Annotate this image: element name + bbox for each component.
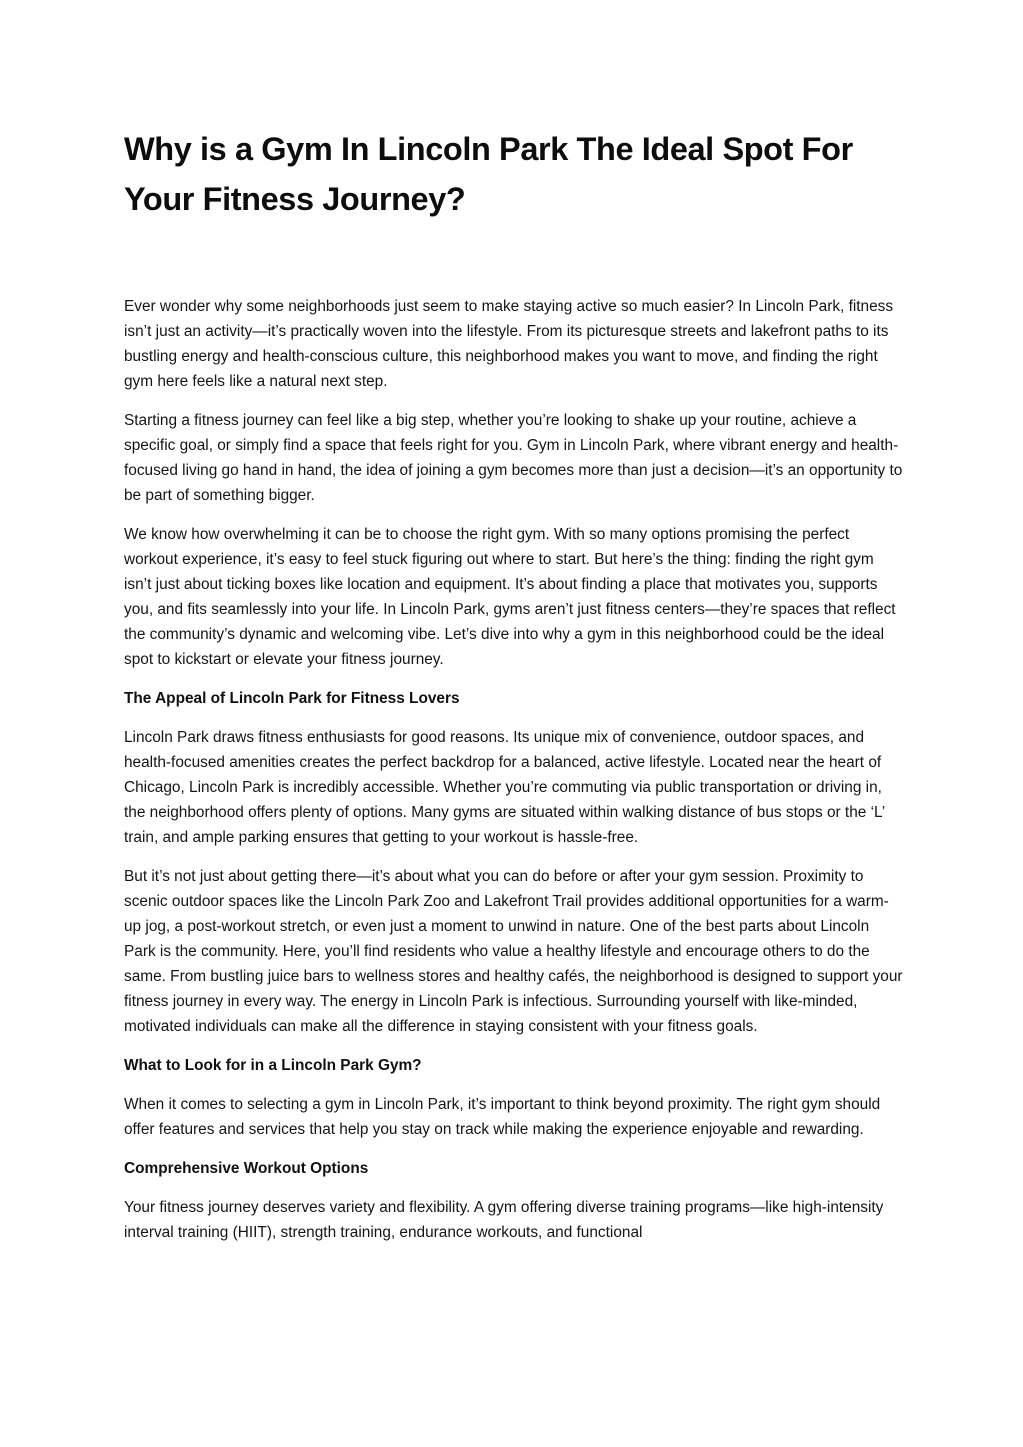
document-page [124, 124, 904, 1259]
section-heading-workout-options: Comprehensive Workout Options [124, 1160, 369, 1177]
paragraph-appeal: Lincoln Park draws fitness enthusiasts for good reasons. Its unique mix of convenience, outdoor spaces, and health-focused amenities creates the perfect backdrop for a balanced, active lifestyle. Located near the heart of Chicago, Lincoln Park is incredibly accessible. Whether you’re commuting via public transportation or driving in, the neighborhood offers plenty of options. Many gyms are situated within walking distance of bus stops or the ‘L’ train, and ample parking ensures that getting to your workout is hassle-free. [124, 729, 885, 846]
page-title: Why is a Gym In Lincoln Park The Ideal Spot For Your Fitness Journey? [124, 131, 853, 217]
article-body [124, 294, 904, 1245]
paragraph-intro: Ever wonder why some neighborhoods just seem to make staying active so much easier? In Lincoln Park, fitness isn’t just an activity—it’s practically woven into the lifestyle. From its picturesque streets and lakefront paths to its bustling energy and health-conscious culture, this neighborhood makes you want to move, and finding the right gym here feels like a natural next step. [124, 298, 894, 390]
paragraph-workout-options: Your fitness journey deserves variety and flexibility. A gym offering diverse training programs—like high-intensity interval training (HIIT), strength training, endurance workouts, and functional [124, 1199, 884, 1241]
section-heading-what-to-look-for: What to Look for in a Lincoln Park Gym? [124, 1057, 422, 1074]
section-heading-appeal: The Appeal of Lincoln Park for Fitness Lovers [124, 690, 460, 707]
paragraph-selecting-gym: When it comes to selecting a gym in Lincoln Park, it’s important to think beyond proximity. The right gym should offer features and services that help you stay on track while making the experience enjoyable and rewarding. [124, 1096, 881, 1138]
paragraph-starting-journey: Starting a fitness journey can feel like a big step, whether you’re looking to shake up your routine, achieve a specific goal, or simply find a space that feels right for you. Gym in Lincoln Park, where vibrant energy and health-focused living go hand in hand, the idea of joining a gym becomes more than just a decision—it’s an opportunity to be part of something bigger. [124, 412, 903, 504]
paragraph-choosing-gym: We know how overwhelming it can be to choose the right gym. With so many options promising the perfect workout experience, it’s easy to feel stuck figuring out where to start. But here’s the thing: finding the right gym isn’t just about ticking boxes like location and equipment. It’s about finding a place that motivates you, supports you, and fits seamlessly into your life. In Lincoln Park, gyms aren’t just fitness centers—they’re spaces that reflect the community’s dynamic and welcoming vibe. Let’s dive into why a gym in this neighborhood could be the ideal spot to kickstart or elevate your fitness journey. [124, 526, 896, 668]
paragraph-community: But it’s not just about getting there—it’s about what you can do before or after your gym session. Proximity to scenic outdoor spaces like the Lincoln Park Zoo and Lakefront Trail provides additional opportunities for a warm-up jog, a post-workout stretch, or even just a moment to unwind in nature. One of the best parts about Lincoln Park is the community. Here, you’ll find residents who value a healthy lifestyle and encourage others to do the same. From bustling juice bars to wellness stores and healthy cafés, the neighborhood is designed to support your fitness journey in every way. The energy in Lincoln Park is infectious. Surrounding yourself with like-minded, motivated individuals can make all the difference in staying consistent with your fitness goals. [124, 868, 903, 1035]
